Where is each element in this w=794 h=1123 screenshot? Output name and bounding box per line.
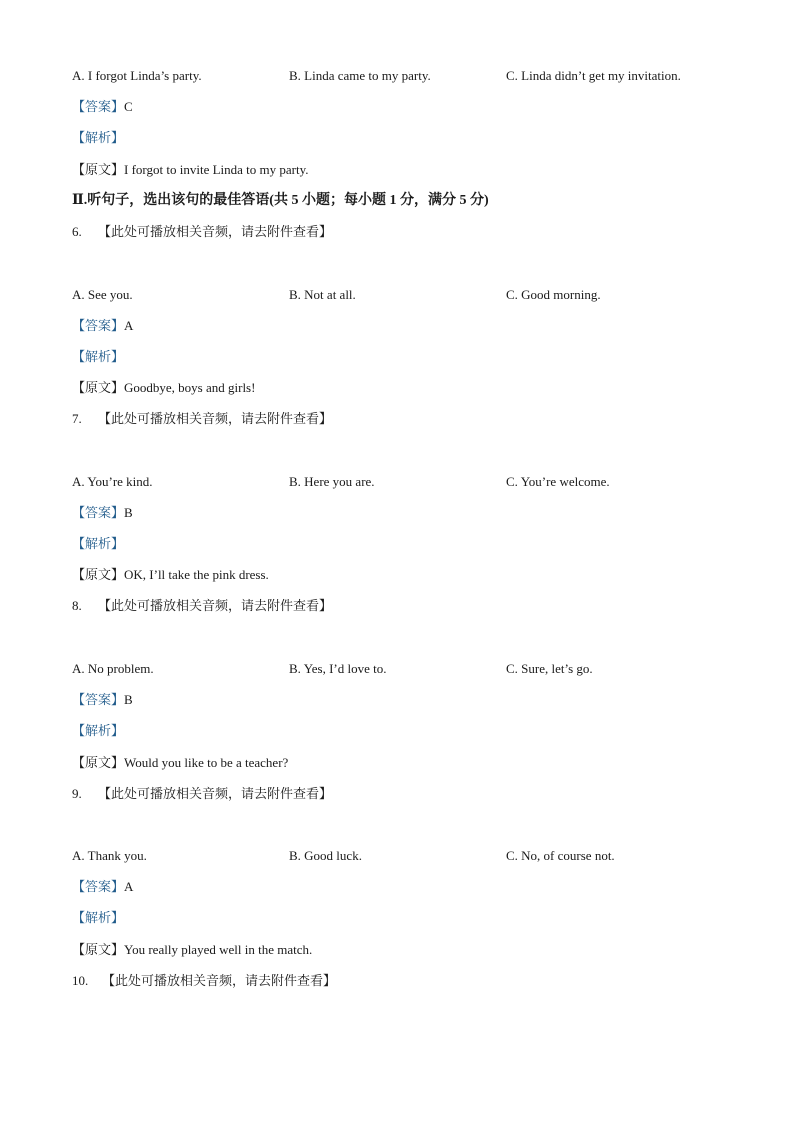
transcript-label: 【原文】 [72,755,125,770]
q6-option-c: C. Good morning. [506,287,601,302]
q6-option-a: A. See you. [72,287,133,302]
q8-analysis-row [72,722,124,740]
answer-value: C [124,99,133,114]
q5-option-a: A. I forgot Linda’s party. [72,68,202,83]
q9-option-b: B. Good luck. [289,848,362,863]
transcript-text: I forgot to invite Linda to my party. [124,162,309,177]
q5-analysis-row [72,129,124,147]
question-number: 9. [72,786,82,801]
q8-answer-row [72,691,133,709]
q8-transcript-row [72,754,288,772]
audio-note: 【此处可播放相关音频，请去附件查看】 [98,598,333,613]
section-heading: Ⅱ.听句子，选出该句的最佳答语(共 5 小题；每小题 1 分，满分 5 分) [72,193,489,208]
transcript-text: OK, I’ll take the pink dress. [124,567,269,582]
q9-analysis-row [72,909,124,927]
q7-option-c: C. You’re welcome. [506,474,610,489]
audio-note: 【此处可播放相关音频，请去附件查看】 [98,224,333,239]
audio-note: 【此处可播放相关音频，请去附件查看】 [98,786,333,801]
q5-option-c: C. Linda didn’t get my invitation. [506,68,681,83]
question-number-row [72,410,332,428]
question-number-row [72,785,332,803]
q9-option-c: C. No, of course not. [506,848,615,863]
q7-option-b: B. Here you are. [289,474,375,489]
q5-option-b: B. Linda came to my party. [289,68,431,83]
question-number: 8. [72,598,82,613]
q5-answer-row [72,98,133,116]
q8-option-a: A. No problem. [72,661,154,676]
q5-transcript-row [72,161,309,179]
transcript-label: 【原文】 [72,567,125,582]
answer-value: B [124,692,133,707]
answer-label: 【答案】 [72,692,125,707]
question-number-row [72,597,332,615]
analysis-label: 【解析】 [72,349,125,364]
q9-option-a: A. Thank you. [72,848,147,863]
audio-note: 【此处可播放相关音频，请去附件查看】 [102,973,337,988]
question-number-row [72,223,332,241]
transcript-text: Would you like to be a teacher? [124,755,289,770]
answer-label: 【答案】 [72,505,125,520]
q9-transcript-row [72,941,312,959]
transcript-label: 【原文】 [72,162,125,177]
transcript-label: 【原文】 [72,380,125,395]
audio-note: 【此处可播放相关音频，请去附件查看】 [98,411,333,426]
question-number-row [72,972,336,990]
answer-label: 【答案】 [72,318,125,333]
answer-label: 【答案】 [72,99,125,114]
q8-option-c: C. Sure, let’s go. [506,661,593,676]
q6-answer-row [72,317,133,335]
q8-option-b: B. Yes, I’d love to. [289,661,387,676]
transcript-text: Goodbye, boys and girls! [124,380,256,395]
q7-transcript-row [72,566,269,584]
analysis-label: 【解析】 [72,536,125,551]
answer-value: A [124,879,134,894]
analysis-label: 【解析】 [72,910,125,925]
q7-answer-row [72,504,133,522]
answer-value: A [124,318,134,333]
question-number: 7. [72,411,82,426]
q6-analysis-row [72,348,124,366]
transcript-text: You really played well in the match. [124,942,313,957]
q7-analysis-row [72,535,124,553]
analysis-label: 【解析】 [72,130,125,145]
question-number: 6. [72,224,82,239]
answer-value: B [124,505,133,520]
q9-answer-row [72,878,133,896]
q6-option-b: B. Not at all. [289,287,356,302]
analysis-label: 【解析】 [72,723,125,738]
answer-label: 【答案】 [72,879,125,894]
q7-option-a: A. You’re kind. [72,474,153,489]
transcript-label: 【原文】 [72,942,125,957]
question-number: 10. [72,973,89,988]
q6-transcript-row [72,379,255,397]
